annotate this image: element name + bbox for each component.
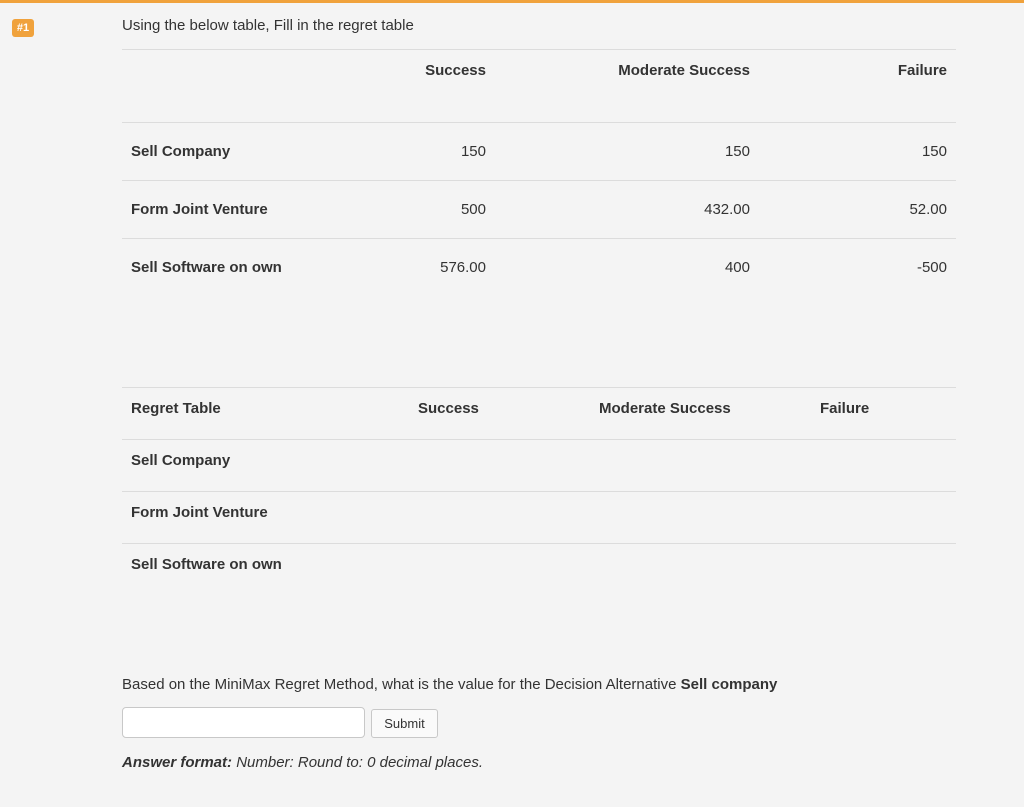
table-row [122, 439, 956, 491]
answer-prompt [122, 676, 777, 693]
table-row [122, 543, 956, 595]
table-row [122, 491, 956, 543]
submit-button[interactable]: Submit [371, 709, 438, 738]
regret-header-moderate-success: Moderate Success [599, 400, 731, 417]
cell-value: 52.00 [909, 201, 947, 218]
cell-value: 400 [724, 259, 750, 276]
prompt-text: Based on the MiniMax Regret Method, what is the value for the Decision Alternative [122, 676, 681, 693]
question-number-badge: #1 [12, 19, 34, 37]
payoff-table [122, 49, 956, 296]
row-label: Sell Company [131, 452, 231, 469]
table-row [122, 122, 956, 180]
row-label: Form Joint Venture [131, 504, 268, 521]
regret-table [122, 387, 956, 595]
payoff-header-success: Success [425, 62, 486, 79]
payoff-header-row [122, 49, 956, 122]
row-label: Form Joint Venture [131, 201, 268, 218]
regret-header-row [122, 387, 956, 439]
table-row [122, 180, 956, 238]
row-label: Sell Software on own [131, 556, 282, 573]
question-text: Using the below table, Fill in the regret table [122, 17, 414, 34]
regret-header-title: Regret Table [131, 400, 221, 417]
cell-value: 150 [921, 143, 947, 160]
answer-format-text: Number: Round to: 0 decimal places. [232, 754, 483, 771]
payoff-header-failure: Failure [897, 62, 947, 79]
cell-value: 500 [460, 201, 486, 218]
answer-format-label: Answer format: [122, 754, 233, 771]
top-accent-bar [0, 0, 1024, 3]
cell-value: 432.00 [704, 201, 750, 218]
row-label: Sell Software on own [131, 259, 282, 276]
cell-value: -500 [916, 259, 947, 276]
answer-format-hint [122, 754, 483, 771]
answer-input[interactable] [122, 707, 365, 738]
cell-value: 150 [724, 143, 750, 160]
payoff-header-moderate-success: Moderate Success [618, 62, 750, 79]
table-row [122, 238, 956, 296]
row-label: Sell Company [131, 143, 231, 160]
cell-value: 576.00 [440, 259, 486, 276]
cell-value: 150 [460, 143, 486, 160]
regret-header-success: Success [418, 400, 479, 417]
regret-header-failure: Failure [820, 400, 870, 417]
prompt-emphasis: Sell company [680, 676, 778, 693]
